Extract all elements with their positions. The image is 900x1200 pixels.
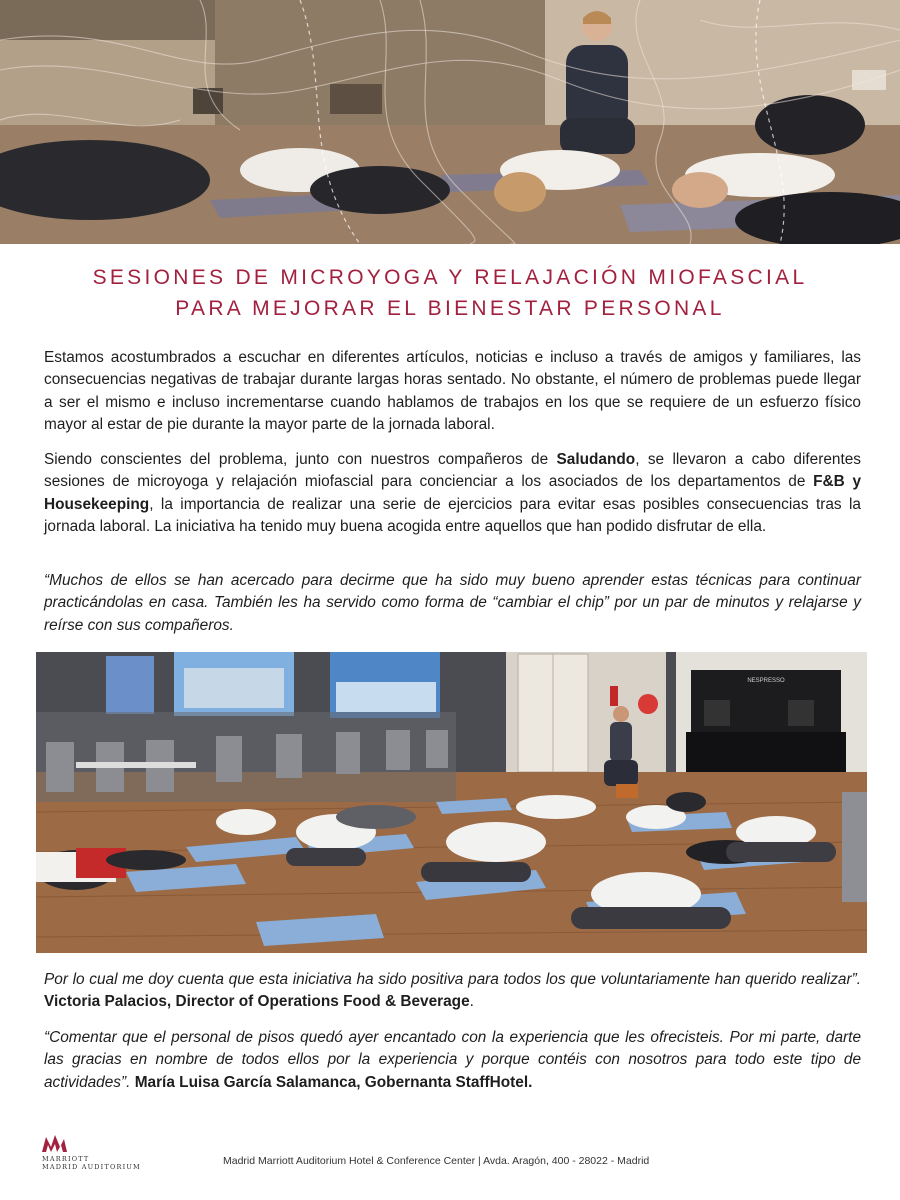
p2-text-c: , se llevaron a cabo diferentes sesiones de microyoga y relajación miofascial para concienciar a los asociados de los departamentos de — [44, 451, 861, 491]
p5-quote: “Comentar que el personal de pisos quedó ayer encantado con la experiencia que les ofrecisteis. Por mi parte, darte las gracias en nombre de todos ellos por la experiencia y porque contéis con nosotros para todo este tipo de actividades”. — [44, 1029, 861, 1091]
departments-bold: F&B y Housekeeping — [44, 473, 861, 513]
paragraph-initiative — [44, 449, 861, 539]
session-photo-art — [36, 652, 867, 953]
saludando-bold: Saludando — [556, 451, 636, 468]
brand-line-1: MARRIOTT — [42, 1155, 90, 1163]
p2-text-a: Siendo conscientes del problema, junto con nuestros compañeros de — [44, 451, 557, 468]
p4-end: . — [469, 993, 474, 1011]
session-photo — [36, 652, 867, 953]
title-line-2: PARA MEJORAR EL BIENESTAR PERSONAL — [175, 297, 725, 320]
p4-quote: Por lo cual me doy cuenta que esta iniciativa ha sido positiva para todos los que voluntariamente han querido realizar”. — [44, 971, 861, 988]
marriott-m-icon — [40, 1133, 68, 1153]
p5-author: María Luisa García Salamanca, Gobernanta StaffHotel. — [134, 1073, 533, 1091]
housekeeping-quote-paragraph — [44, 1027, 861, 1094]
footer-address: Madrid Marriott Auditorium Hotel & Conference Center | Avda. Aragón, 400 - 28022 - Madrid — [223, 1155, 650, 1167]
paragraph-intro: Estamos acostumbrados a escuchar en diferentes artículos, noticias e incluso a través de amigos y familiares, las consecuencias negativas de trabajar durante largas horas sentado. No obstante, el número de problemas puede llegar a ser el mismo e incluso incrementarse cuando hablamos de trabajos en los que se requiere de un esfuerzo físico mayor al estar de pie durante la mayor parte de la jornada laboral. — [44, 349, 861, 434]
brand-line-2: MADRID AUDITORIUM — [42, 1163, 141, 1171]
quote-paragraph: “Muchos de ellos se han acercado para decirme que ha sido muy bueno aprender estas técnicas para continuar practicándolas en casa. También les ha servido como forma de “cambiar el chip” por un par de minutos y relajarse y reírse con sus compañeros. — [44, 572, 861, 634]
marriott-brand-text — [42, 1155, 141, 1171]
p4-author: Victoria Palacios, Director of Operations Food & Beverage — [44, 993, 470, 1011]
article-title — [0, 262, 900, 324]
hero-photo-art — [0, 0, 900, 244]
marriott-logo — [38, 1133, 148, 1179]
hero-photo — [0, 0, 900, 244]
p2-text-e: , la importancia de realizar una serie de ejercicios para evitar esas posibles consecuencias tras la jornada laboral. La iniciativa ha tenido muy buena acogida entre aquellos que han podido disfrutar de ella. — [44, 495, 861, 536]
title-line-1: SESIONES DE MICROYOGA Y RELAJACIÓN MIOFASCIAL — [92, 266, 808, 289]
nespresso-sign: NESPRESSO — [747, 678, 785, 684]
quote-closing-paragraph — [44, 969, 861, 1014]
